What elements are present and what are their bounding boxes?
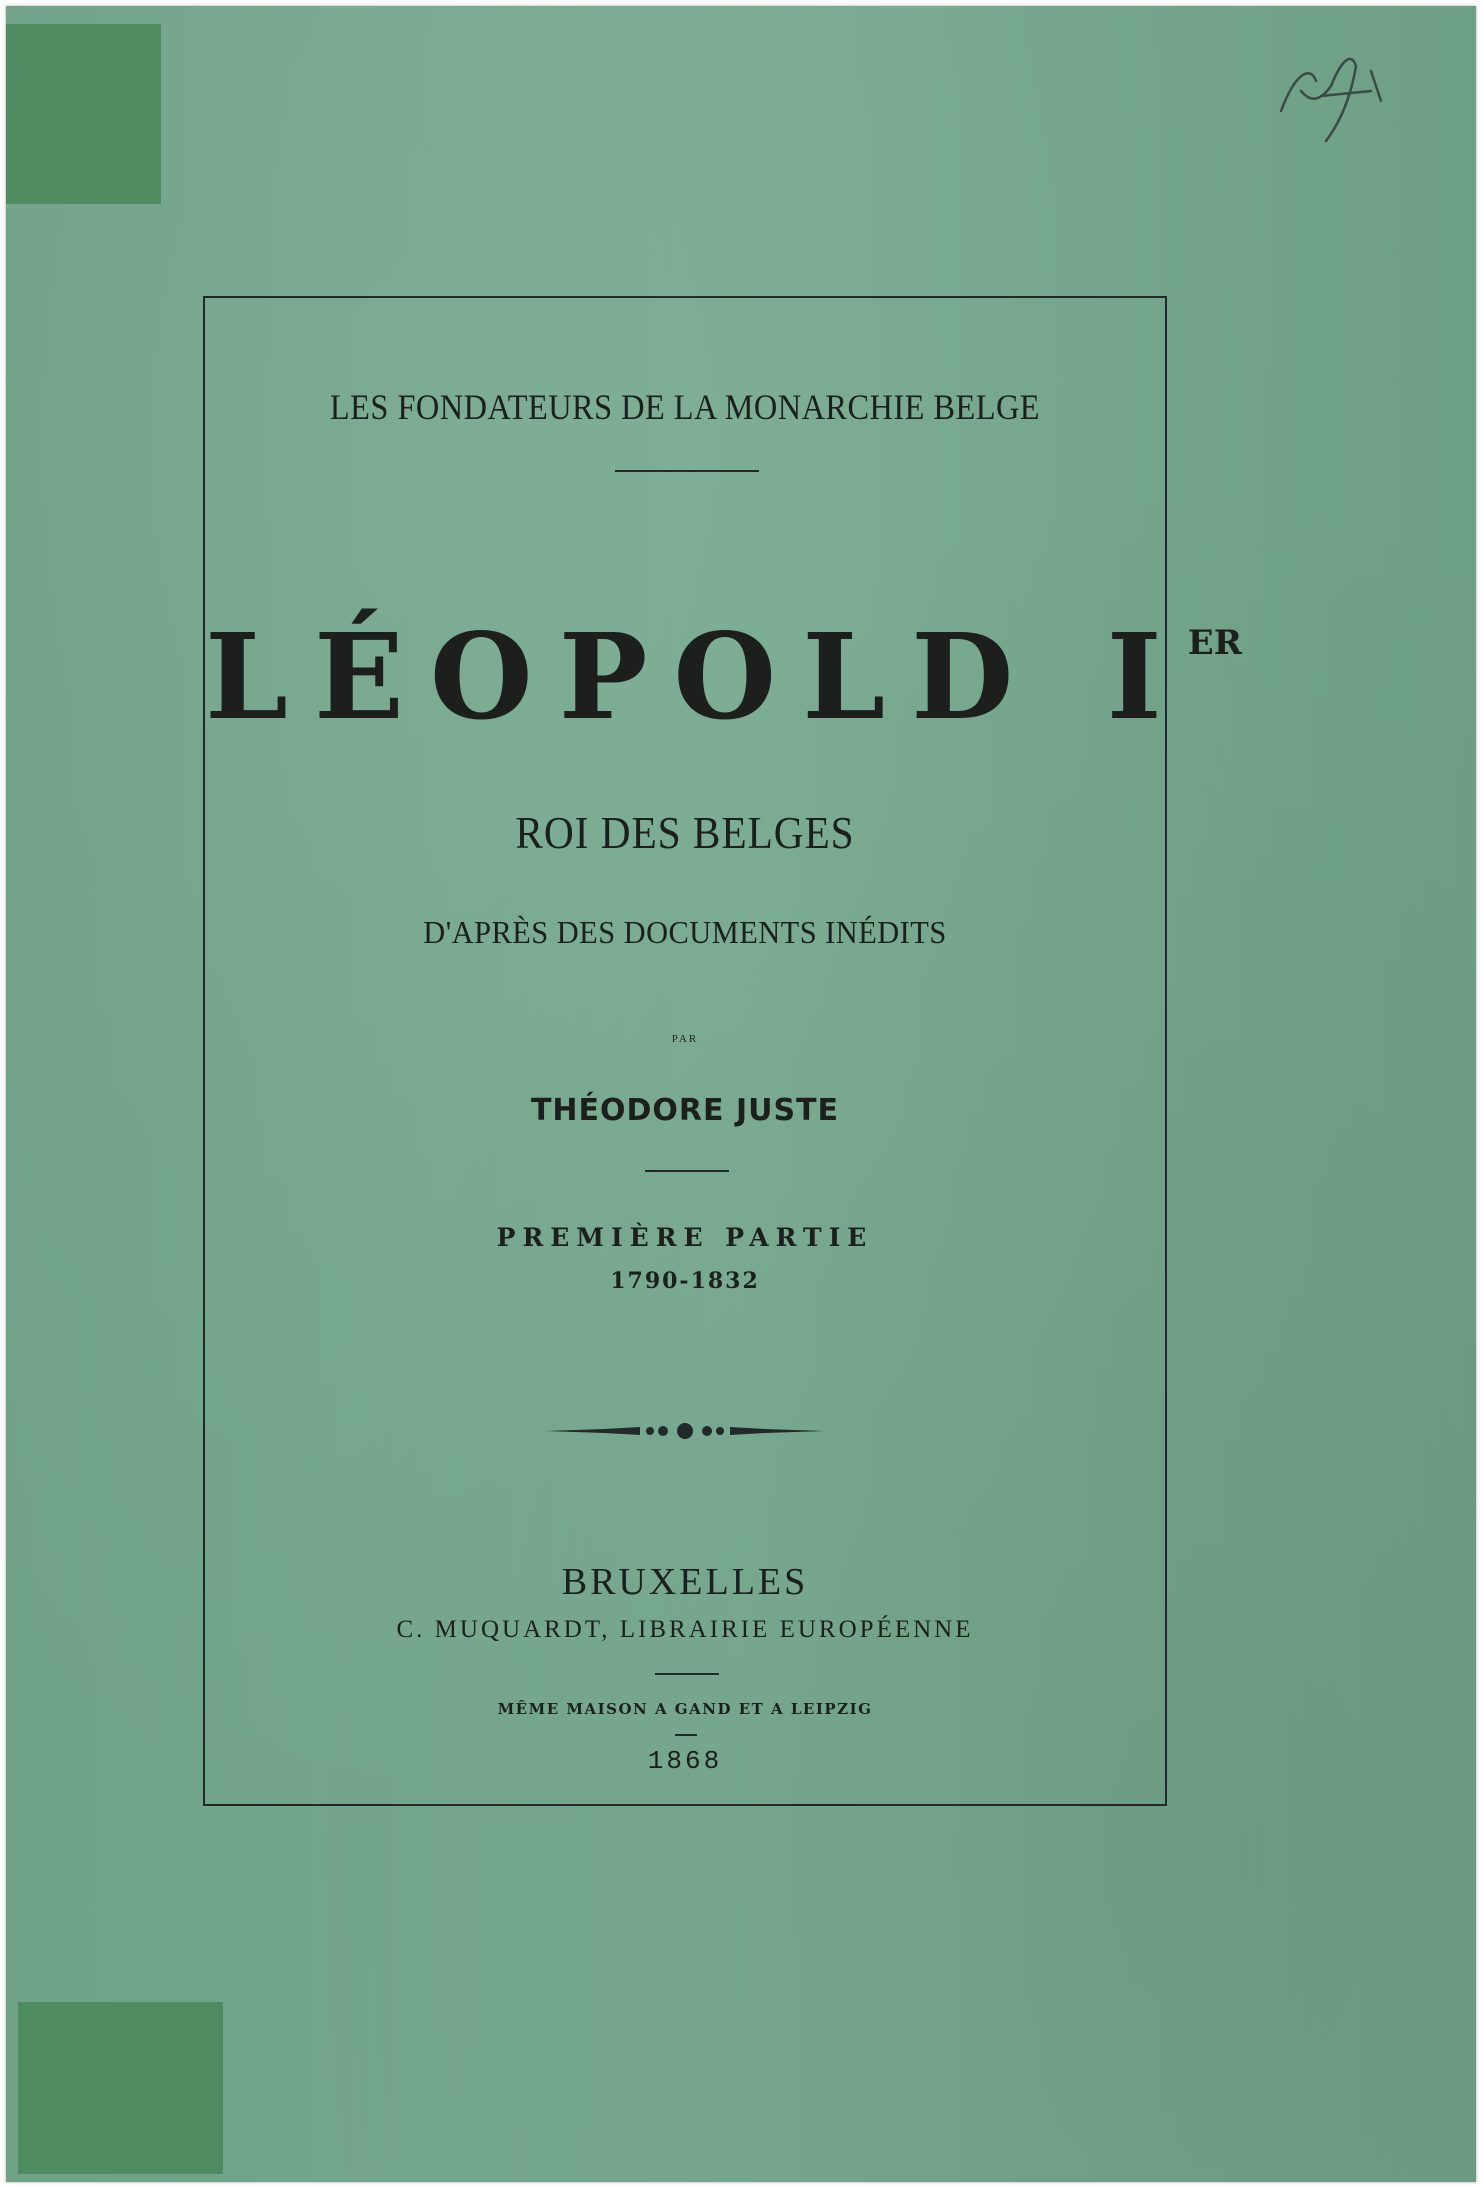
divider-rule bbox=[645, 1170, 729, 1172]
book-title-text: LÉOPOLD I bbox=[205, 607, 1188, 746]
book-title-superscript: ER bbox=[1187, 623, 1242, 663]
ornamental-divider bbox=[545, 1416, 825, 1446]
publisher-branches: MÊME MAISON A GAND ET A LEIPZIG bbox=[497, 1700, 873, 1718]
title-frame bbox=[203, 296, 1242, 1806]
series-title: LES FONDATEURS DE LA MONARCHIE BELGE bbox=[329, 387, 1041, 427]
divider-rule bbox=[675, 1734, 697, 1736]
handwritten-pencil-mark bbox=[1261, 41, 1401, 151]
publication-year: 1868 bbox=[647, 1746, 723, 1776]
book-subtitle: ROI DES BELGES bbox=[515, 807, 855, 858]
publisher-name: C. MUQUARDT, LIBRAIRIE EUROPÉENNE bbox=[396, 1616, 974, 1643]
par-label: PAR bbox=[671, 1033, 699, 1045]
book-title bbox=[205, 607, 1242, 746]
tape-patch-top bbox=[6, 24, 161, 204]
tape-patch-bottom bbox=[18, 2002, 223, 2174]
divider-rule bbox=[615, 470, 759, 472]
author-name: THÉODORE JUSTE bbox=[530, 1093, 840, 1128]
divider-rule bbox=[655, 1673, 719, 1675]
part-label: PREMIÈRE PARTIE bbox=[496, 1223, 874, 1252]
book-cover bbox=[6, 6, 1476, 2182]
publication-city: BRUXELLES bbox=[561, 1561, 809, 1603]
part-dates: 1790-1832 bbox=[610, 1268, 760, 1294]
documents-line: D'APRÈS DES DOCUMENTS INÉDITS bbox=[423, 914, 947, 950]
